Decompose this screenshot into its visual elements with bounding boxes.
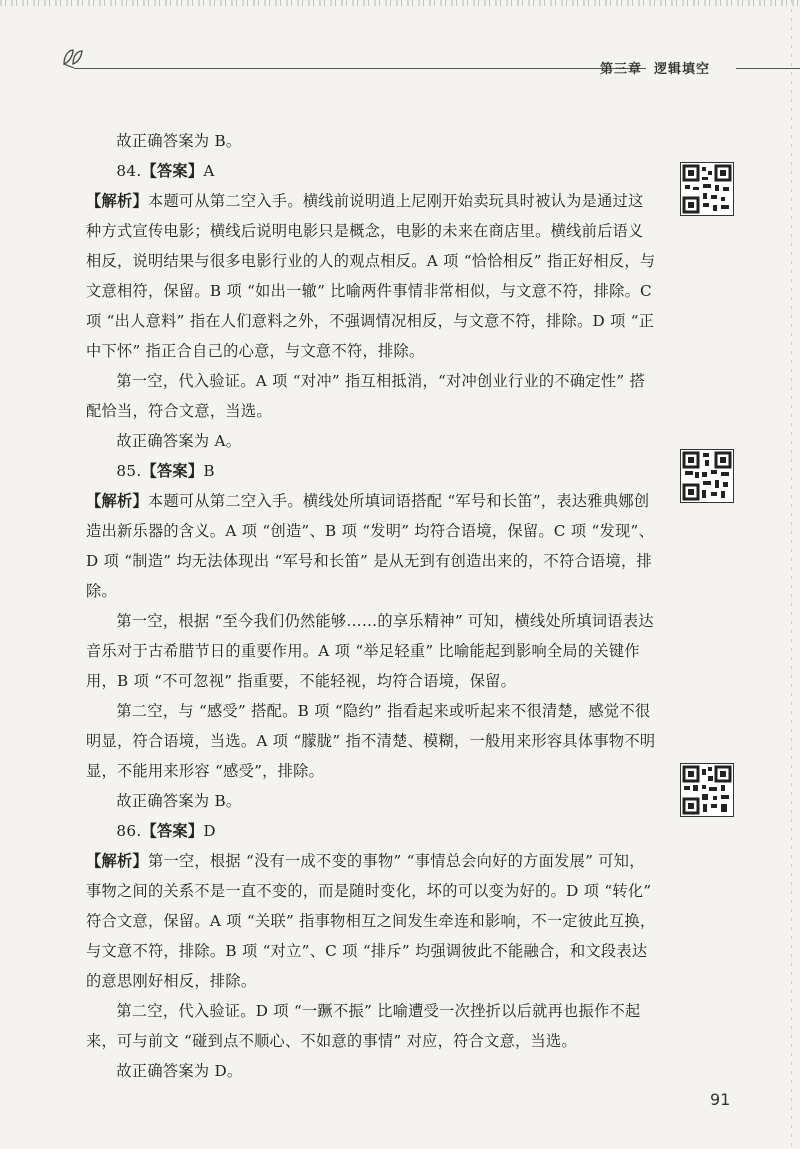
q85-analysis-tag: 【解析】 <box>86 492 148 510</box>
qr-code-86[interactable] <box>680 763 734 817</box>
q85-analysis <box>86 486 658 606</box>
page-number: 91 <box>710 1090 731 1109</box>
header-rule-right <box>736 68 800 69</box>
q85-answer-line <box>86 456 658 486</box>
q84-number: 84. <box>116 162 142 180</box>
section-title: 逻辑填空 <box>654 62 711 77</box>
qr-code-85[interactable] <box>680 449 734 503</box>
answer-content <box>86 126 658 1086</box>
scan-edge-right <box>791 0 792 1149</box>
q85-paragraph-3: 第二空，与 “感受” 搭配。B 项 “隐约” 指看起来或听起来不很清楚，感觉不很明显，符合语境，当选。A 项 “朦胧” 指不清楚、模糊，一般用来形容具体事物不明显，不能用来形容 “感受”，排除。 <box>86 702 656 780</box>
q86-answer-line <box>86 816 658 846</box>
qr-code-icon <box>681 450 733 502</box>
q84-paragraph-2: 第一空，代入验证。A 项 “对冲” 指互相抵消，“对冲创业行业的不确定性” 搭配恰当，符合文意，当选。 <box>86 372 646 420</box>
chapter-number: 第三章 <box>600 62 643 77</box>
q86-analysis <box>86 846 658 996</box>
scan-noise-top <box>0 0 800 6</box>
q84-answer-line <box>86 156 658 186</box>
q84-answer-tag: 【答案】 <box>141 162 204 180</box>
q86-analysis-text: 第一空，根据 “没有一成不变的事物” “事情总会向好的方面发展” 可知，事物之间的关系不是一直不变的，而是随时变化，坏的可以变为好的。D 项 “转化” 符合文意，保留。A 项 “关联” 指事物相互之间发生牵连和影响，不一定彼此互换，与文意不符，排除。B 项 “对立”、C 项 “排斥” 均强调彼此不能融合，和文段表达的意思刚好相反，排除。 <box>86 852 656 990</box>
q85-answer-tag: 【答案】 <box>141 462 204 480</box>
q84-analysis <box>86 186 658 366</box>
q83-conclusion: 故正确答案为 B。 <box>116 132 242 150</box>
q84-answer: A <box>203 162 215 180</box>
q84-analysis-tag: 【解析】 <box>86 192 148 210</box>
qr-code-84[interactable] <box>680 162 734 216</box>
q86-answer-tag: 【答案】 <box>141 822 204 840</box>
q86-paragraph-2: 第二空，代入验证。D 项 “一蹶不振” 比喻遭受一次挫折以后就再也振作不起来，可与前文 “碰到点不顺心、不如意的事情” 对应，符合文意，当选。 <box>86 1002 641 1050</box>
qr-code-icon <box>681 163 733 215</box>
q85-answer: B <box>203 462 215 480</box>
q84-analysis-text: 本题可从第二空入手。横线前说明逍上尼刚开始卖玩具时被认为是通过这种方式宣传电影；横线后说明电影只是概念，电影的未来在商店里。横线前后语义相反，说明结果与很多电影行业的人的观点相反。A 项 “恰恰相反” 指正好相反，与文意相符，保留。B 项 “如出一辙” 比喻两件事情非常相似，与文意不符，排除。C 项 “出人意料” 指在人们意料之外，不强调情况相反，与文意不符，排除。D 项 “正中下怀” 指正合自己的心意，与文意不符，排除。 <box>86 192 656 360</box>
q86-analysis-tag: 【解析】 <box>86 852 148 870</box>
q85-paragraph-2: 第一空，根据 “至今我们仍然能够……的享乐精神” 可知，横线处所填词语表达音乐对于古希腊节日的重要作用。A 项 “举足轻重” 比喻能起到影响全局的关键作用，B 项 “不可忽视” 指重要，不能轻视，均符合语境，保留。 <box>86 612 654 690</box>
q86-number: 86. <box>116 822 142 840</box>
q84-conclusion: 故正确答案为 A。 <box>116 432 242 450</box>
qr-code-icon <box>681 764 733 816</box>
q85-number: 85. <box>116 462 142 480</box>
q86-conclusion: 故正确答案为 D。 <box>116 1062 243 1080</box>
page-header <box>60 46 800 86</box>
q86-answer: D <box>203 822 216 840</box>
header-rule-left <box>74 68 646 69</box>
q85-analysis-text: 本题可从第二空入手。横线处所填词语搭配 “军号和长笛”，表达雅典娜创造出新乐器的含义。A 项 “创造”、B 项 “发明” 均符合语境，保留。C 项 “发现”、D 项 “制造” 均无法体现出 “军号和长笛” 是从无到有创造出来的，不符合语境，排除。 <box>86 492 655 600</box>
leaf-icon <box>60 46 86 68</box>
q85-conclusion: 故正确答案为 B。 <box>116 792 242 810</box>
